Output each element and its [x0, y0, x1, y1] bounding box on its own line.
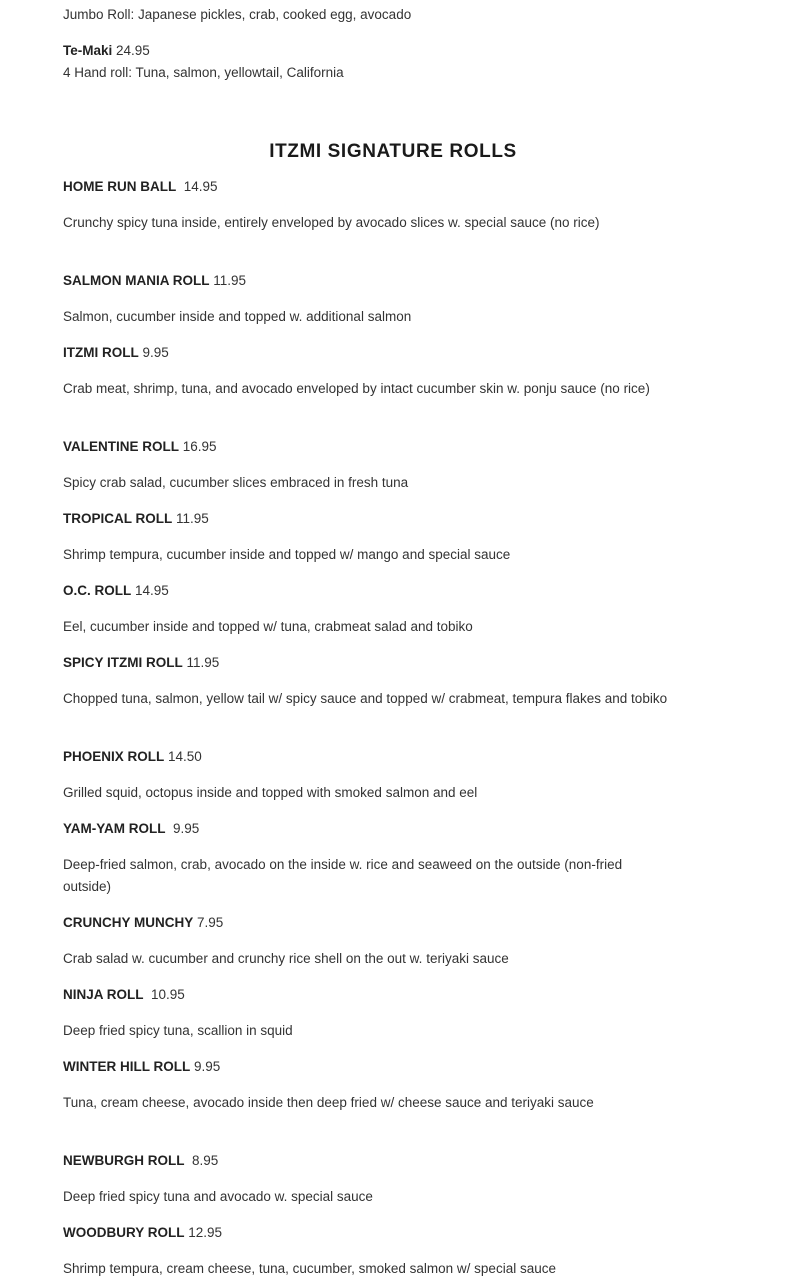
menu-item-home-run-ball — [63, 176, 218, 198]
item-name: VALENTINE ROLL — [63, 439, 179, 454]
item-price: 10.95 — [151, 987, 185, 1002]
item-name: ITZMI ROLL — [63, 345, 139, 360]
menu-item-itzmi-roll — [63, 342, 169, 364]
item-description: Crab salad w. cucumber and crunchy rice shell on the out w. teriyaki sauce — [63, 951, 509, 966]
item-name: HOME RUN BALL — [63, 179, 177, 194]
menu-item-newburgh-roll — [63, 1150, 218, 1172]
menu-item-valentine-roll — [63, 436, 217, 458]
item-description: Shrimp tempura, cucumber inside and topped w/ mango and special sauce — [63, 547, 511, 562]
jumbo-roll-description: Jumbo Roll: Japanese pickles, crab, cooked egg, avocado — [63, 7, 412, 22]
item-name: WINTER HILL ROLL — [63, 1059, 191, 1074]
item-price: 9.95 — [194, 1059, 221, 1074]
item-description: Crunchy spicy tuna inside, entirely enveloped by avocado slices w. special sauce (no rice) — [63, 215, 600, 230]
menu-item-spicy-itzmi-roll — [63, 652, 219, 674]
menu-item-te-maki — [63, 40, 150, 62]
item-price: 14.95 — [183, 179, 218, 194]
menu-item-crunchy-munchy — [63, 912, 223, 934]
menu-item-phoenix-roll — [63, 746, 202, 768]
item-price: 14.95 — [135, 583, 169, 598]
item-description: Shrimp tempura, cream cheese, tuna, cucumber, smoked salmon w/ special sauce — [63, 1261, 556, 1276]
item-price: 24.95 — [116, 43, 150, 58]
item-name: YAM-YAM ROLL — [63, 821, 166, 836]
item-description: Chopped tuna, salmon, yellow tail w/ spicy sauce and topped w/ crabmeat, tempura flakes and tobiko — [63, 691, 668, 706]
item-price: 11.95 — [186, 655, 220, 670]
item-description: Deep-fried salmon, crab, avocado on the inside w. rice and seaweed on the outside (non-fried outside) — [63, 857, 623, 894]
item-description: Eel, cucumber inside and topped w/ tuna, crabmeat salad and tobiko — [63, 619, 473, 634]
item-name: CRUNCHY MUNCHY — [63, 915, 194, 930]
item-price: 8.95 — [192, 1153, 219, 1168]
menu-item-oc-roll — [63, 580, 169, 602]
item-name: O.C. ROLL — [63, 583, 132, 598]
menu-item-winter-hill-roll — [63, 1056, 220, 1078]
item-name: TROPICAL ROLL — [63, 511, 173, 526]
item-description: Deep fried spicy tuna, scallion in squid — [63, 1023, 293, 1038]
item-price: 9.95 — [142, 345, 169, 360]
menu-item-salmon-mania-roll — [63, 270, 246, 292]
menu-item-ninja-roll — [63, 984, 185, 1006]
item-price: 9.95 — [173, 821, 200, 836]
menu-item-woodbury-roll — [63, 1222, 222, 1244]
item-name: SALMON MANIA ROLL — [63, 273, 210, 288]
item-description: Grilled squid, octopus inside and topped with smoked salmon and eel — [63, 785, 478, 800]
item-price: 14.50 — [168, 749, 202, 764]
item-name: Te-Maki — [63, 43, 113, 58]
item-price: 11.95 — [176, 511, 209, 526]
item-price: 16.95 — [182, 439, 217, 454]
item-description: Crab meat, shrimp, tuna, and avocado enveloped by intact cucumber skin w. ponju sauce (no rice) — [63, 381, 650, 396]
te-maki-description: 4 Hand roll: Tuna, salmon, yellowtail, California — [63, 65, 344, 80]
item-name: NEWBURGH ROLL — [63, 1153, 185, 1168]
section-title: ITZMI SIGNATURE ROLLS — [269, 141, 517, 162]
item-name: NINJA ROLL — [63, 987, 144, 1002]
item-price: 12.95 — [188, 1225, 223, 1240]
item-name: PHOENIX ROLL — [63, 749, 165, 764]
item-description: Deep fried spicy tuna and avocado w. special sauce — [63, 1189, 373, 1204]
menu-item-yam-yam-roll — [63, 818, 199, 840]
item-price: 11.95 — [213, 273, 247, 288]
menu-item-tropical-roll — [63, 508, 209, 530]
item-name: SPICY ITZMI ROLL — [63, 655, 183, 670]
item-description: Salmon, cucumber inside and topped w. additional salmon — [63, 309, 412, 324]
item-name: WOODBURY ROLL — [63, 1225, 185, 1240]
item-price: 7.95 — [197, 915, 224, 930]
item-description: Tuna, cream cheese, avocado inside then deep fried w/ cheese sauce and teriyaki sauce — [63, 1095, 594, 1110]
item-description: Spicy crab salad, cucumber slices embraced in fresh tuna — [63, 475, 409, 490]
